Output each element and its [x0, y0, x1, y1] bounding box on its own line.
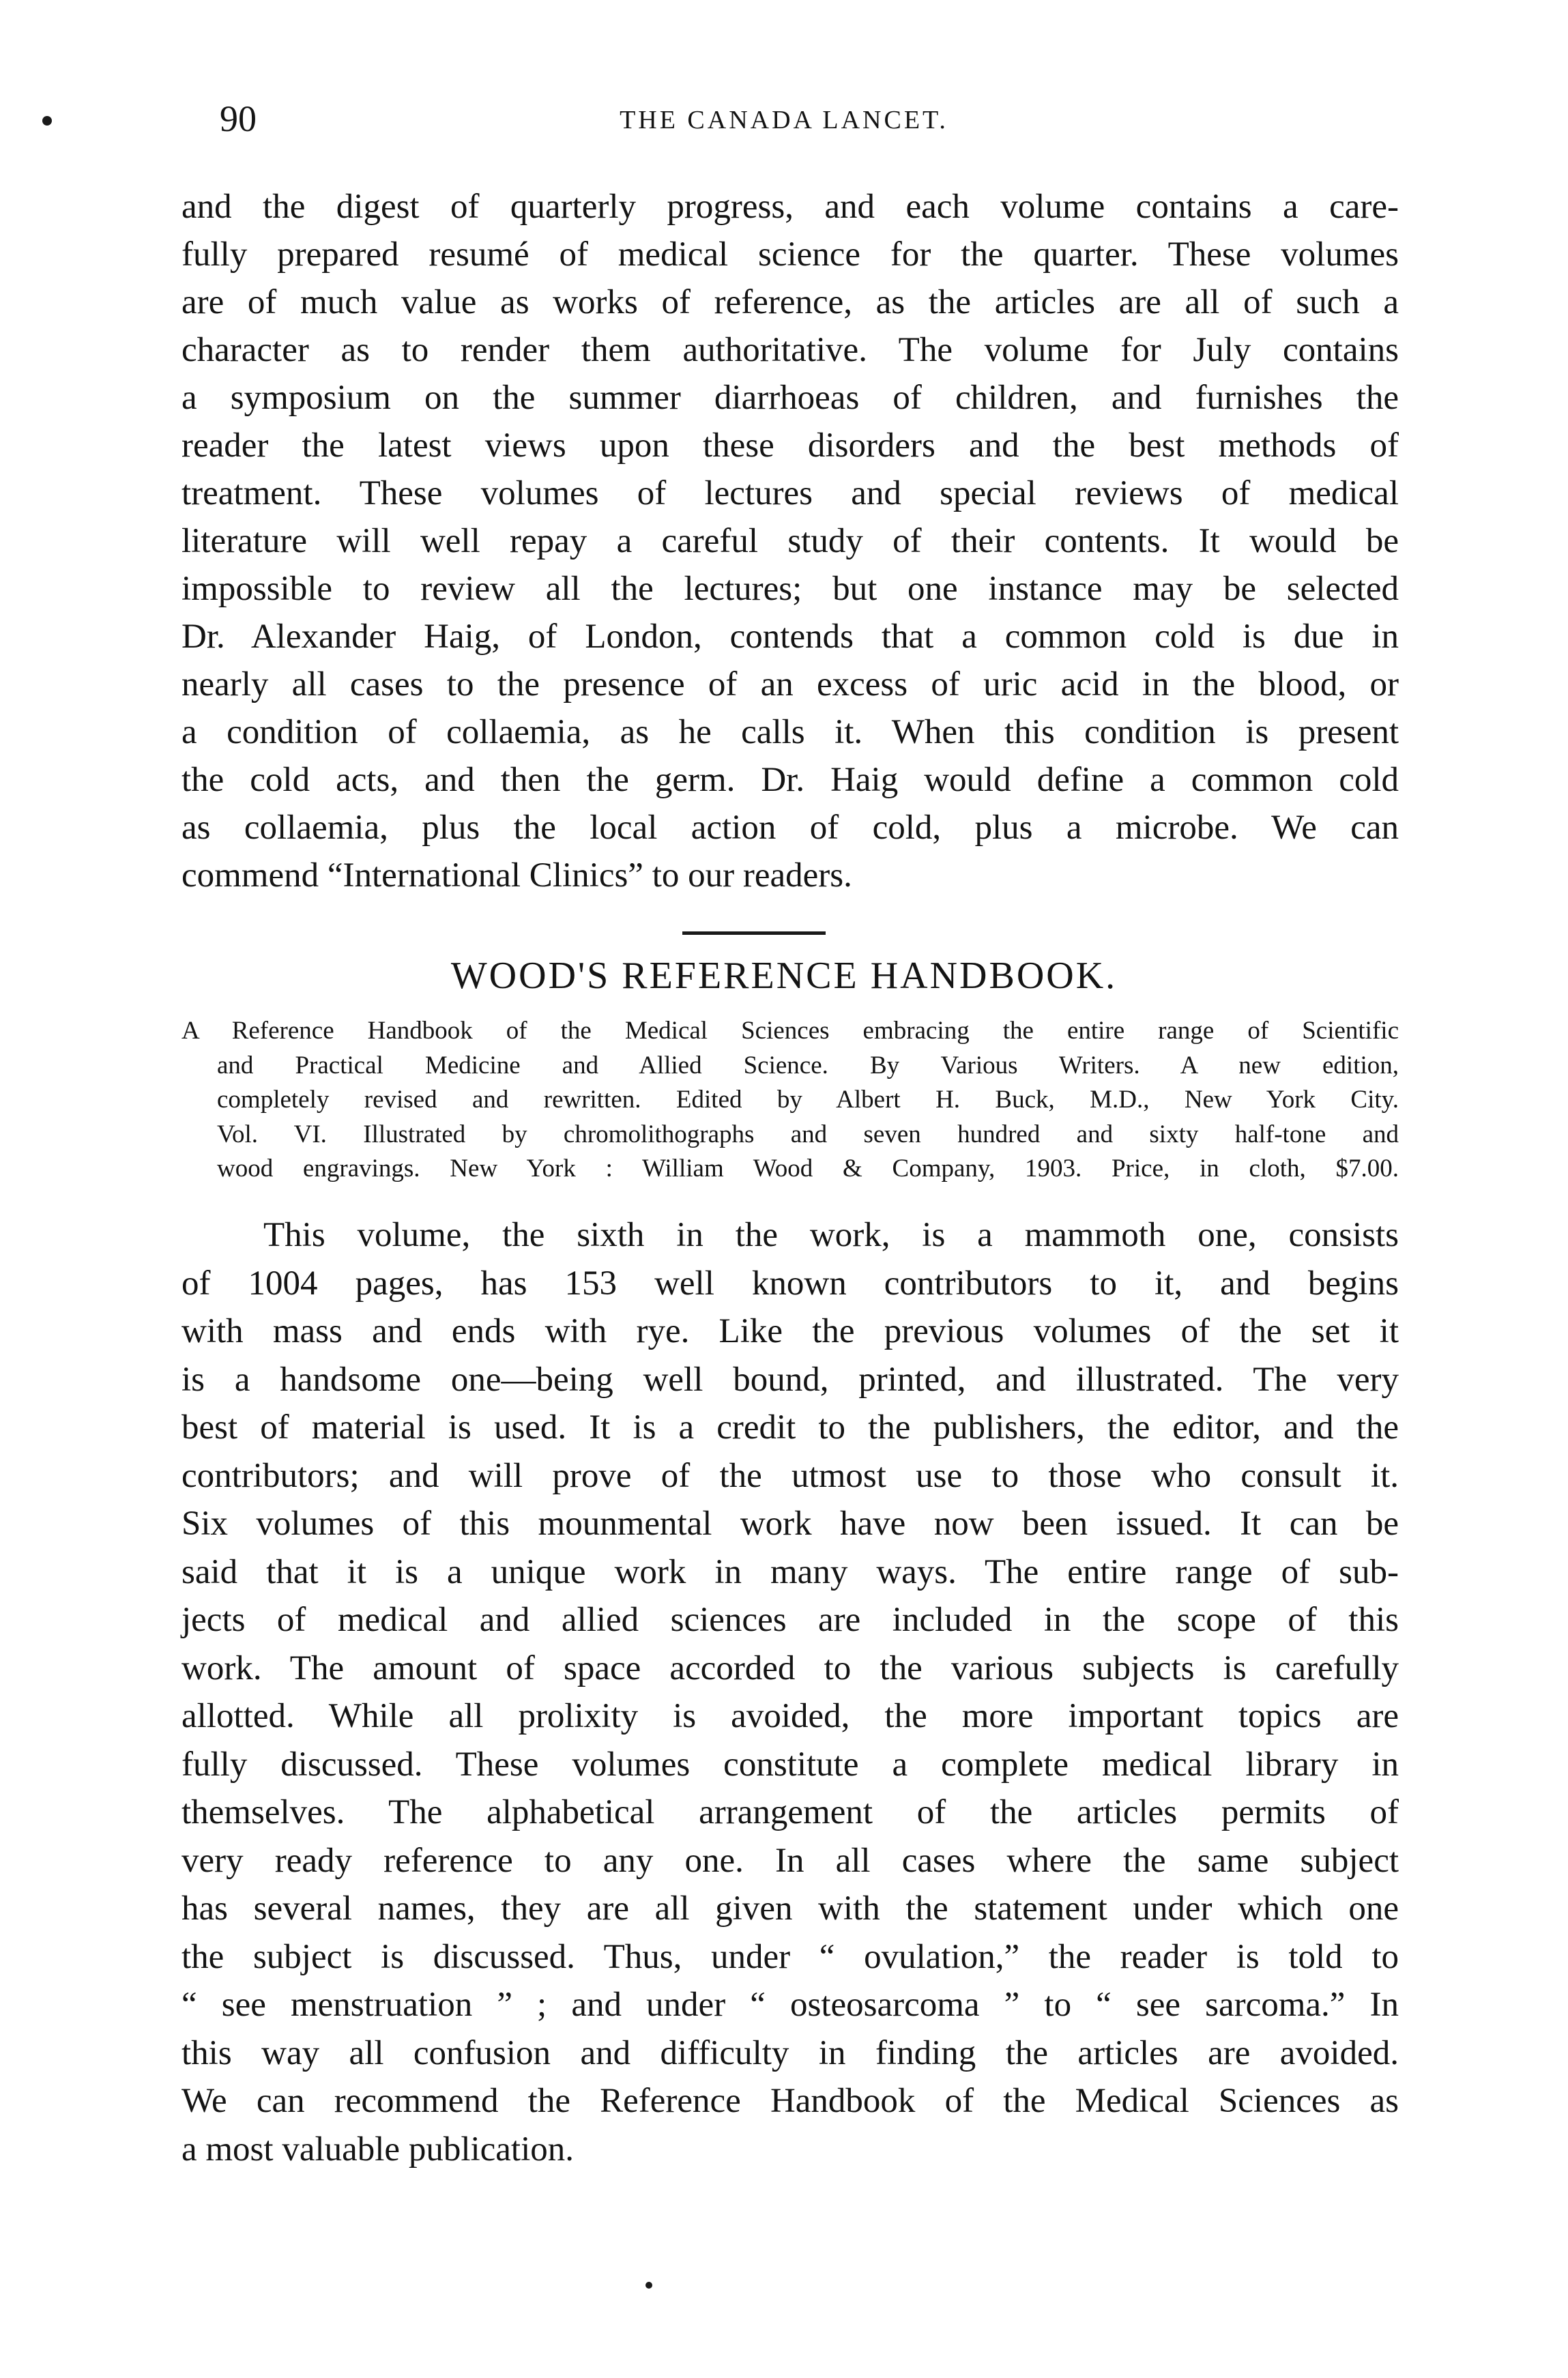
text-line: very ready reference to any one. In all cases where the same subject [182, 1841, 1399, 1880]
text-line: Six volumes of this mounmental work have now been issued. It can be [182, 1505, 1399, 1543]
text-line: commend “International Clinics” to our readers. [182, 856, 852, 895]
text-line: has several names, they are all given with the statement under which one [182, 1889, 1399, 1928]
text-line: nearly all cases to the presence of an excess of uric acid in the blood, or [182, 665, 1399, 704]
text-line: character as to render them authoritative. The volume for July contains [182, 331, 1399, 369]
page-header [0, 98, 1568, 143]
text-line: and the digest of quarterly progress, and each volume contains a care- [182, 188, 1399, 226]
citation-line: A Reference Handbook of the Medical Sciences embracing the entire range of Scientific [182, 1017, 1399, 1045]
text-line: a symposium on the summer diarrhoeas of children, and furnishes the [182, 379, 1399, 417]
text-line: of 1004 pages, has 153 well known contributors to it, and begins [182, 1264, 1399, 1303]
text-line: literature will well repay a careful study of their contents. It would be [182, 522, 1399, 560]
text-line: the subject is discussed. Thus, under “ ovulation,” the reader is told to [182, 1937, 1399, 1976]
section-divider [682, 931, 826, 935]
end-dot [645, 2282, 652, 2289]
text-line: a most valuable publication. [182, 2130, 575, 2169]
text-line: reader the latest views upon these disorders and the best methods of [182, 426, 1399, 465]
text-line: This volume, the sixth in the work, is a mammoth one, consists [263, 1216, 1399, 1254]
text-line: the cold acts, and then the germ. Dr. Haig would define a common cold [182, 761, 1399, 799]
citation-line: and Practical Medicine and Allied Science. By Various Writers. A new edition, [217, 1051, 1399, 1079]
text-line: work. The amount of space accorded to the various subjects is carefully [182, 1649, 1399, 1687]
text-line: impossible to review all the lectures; but one instance may be selected [182, 570, 1399, 608]
text-line: is a handsome one—being well bound, printed, and illustrated. The very [182, 1360, 1399, 1399]
text-line: said that it is a unique work in many ways. The entire range of sub- [182, 1552, 1399, 1591]
page-number: 90 [220, 98, 257, 139]
text-line: a condition of collaemia, as he calls it. When this condition is present [182, 713, 1399, 751]
text-line: contributors; and will prove of the utmost use to those who consult it. [182, 1456, 1399, 1495]
text-line: We can recommend the Reference Handbook of the Medical Sciences as [182, 2082, 1399, 2120]
text-line: allotted. While all prolixity is avoided, the more important topics are [182, 1697, 1399, 1735]
citation-line: completely revised and rewritten. Edited by Albert H. Buck, M.D., New York City. [217, 1086, 1399, 1114]
text-line: themselves. The alphabetical arrangement of the articles permits of [182, 1793, 1399, 1831]
text-line: Dr. Alexander Haig, of London, contends that a common cold is due in [182, 618, 1399, 656]
review-paragraph [182, 1211, 1399, 2173]
book-citation [182, 1014, 1399, 1187]
text-line: with mass and ends with rye. Like the previous volumes of the set it [182, 1312, 1399, 1350]
text-line: as collaemia, plus the local action of cold, plus a microbe. We can [182, 809, 1399, 847]
text-line: jects of medical and allied sciences are included in the scope of this [182, 1601, 1399, 1639]
running-head: THE CANADA LANCET. [620, 106, 948, 134]
text-line: best of material is used. It is a credit to the publishers, the editor, and the [182, 1408, 1399, 1447]
intro-paragraph [182, 183, 1399, 899]
text-line: fully discussed. These volumes constitute a complete medical library in [182, 1745, 1399, 1784]
text-line: are of much value as works of reference, as the articles are all of such a [182, 283, 1399, 321]
text-line: fully prepared resumé of medical science for the quarter. These volumes [182, 235, 1399, 274]
citation-line: Vol. VI. Illustrated by chromolithographs and seven hundred and sixty half-tone and [217, 1120, 1399, 1148]
citation-line: wood engravings. New York : William Wood & Company, 1903. Price, in cloth, $7.00. [217, 1155, 1399, 1183]
text-line: this way all confusion and difficulty in finding the articles are avoided. [182, 2033, 1399, 2072]
text-line: “ see menstruation ” ; and under “ osteosarcoma ” to “ see sarcoma.” In [182, 1986, 1399, 2024]
text-line: treatment. These volumes of lectures and special reviews of medical [182, 474, 1399, 512]
section-title: WOOD'S REFERENCE HANDBOOK. [450, 955, 1118, 997]
